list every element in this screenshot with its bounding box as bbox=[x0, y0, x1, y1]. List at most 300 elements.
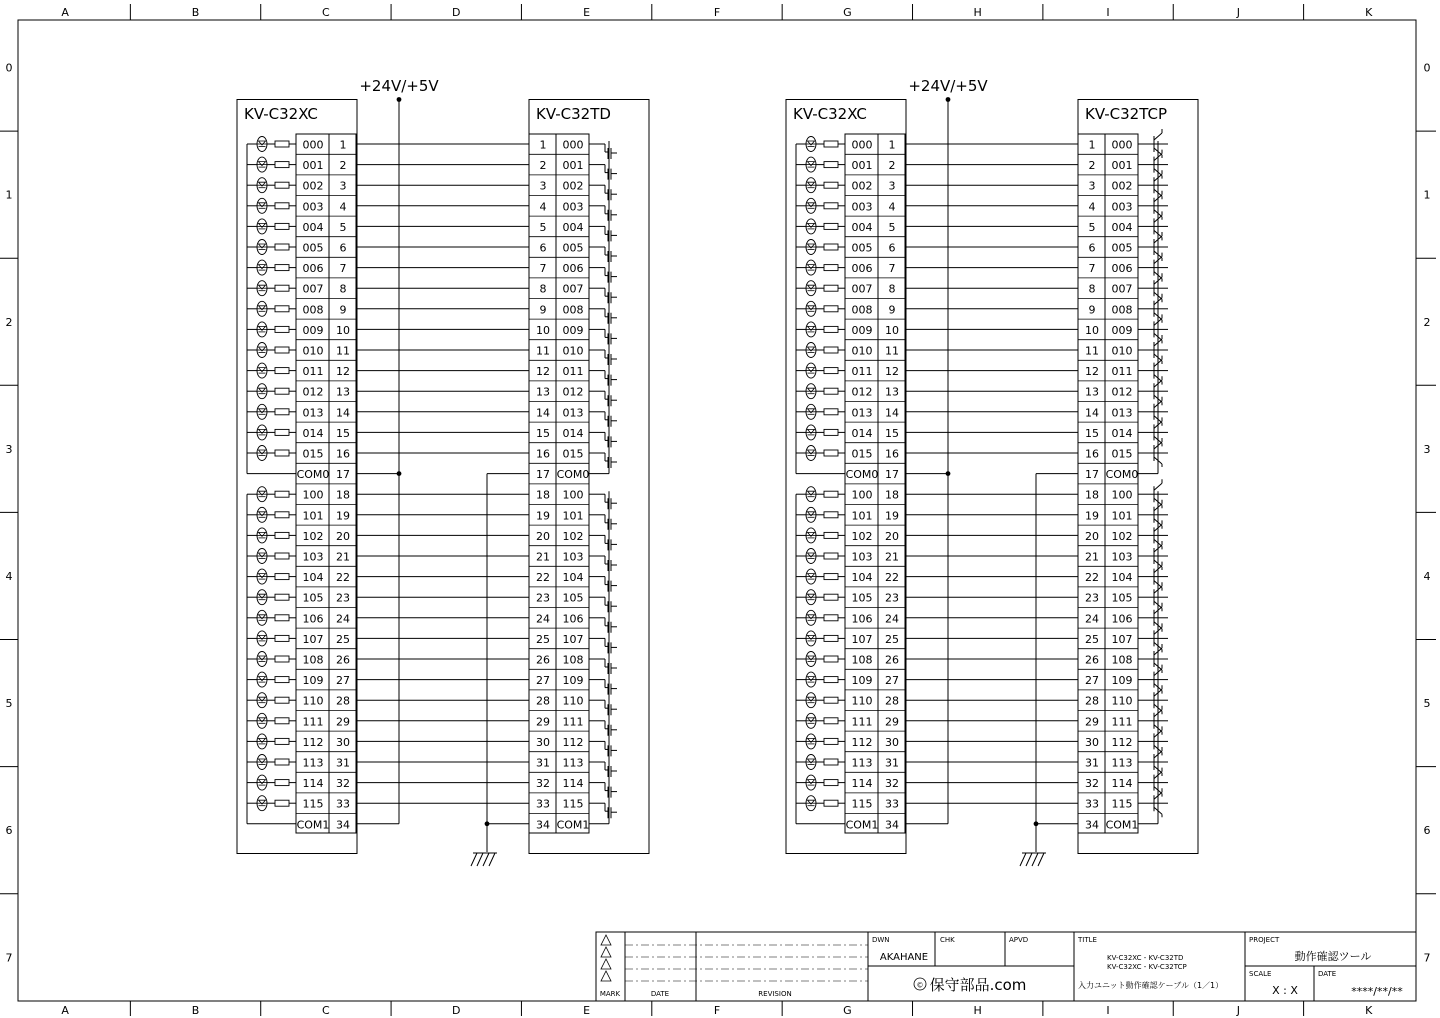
input-pin-number: 25 bbox=[336, 632, 350, 646]
output-terminal-label: 005 bbox=[562, 241, 584, 255]
date-field-label: DATE bbox=[1318, 970, 1337, 978]
led-icon bbox=[806, 240, 816, 255]
led-icon bbox=[806, 446, 816, 461]
input-terminal-label: 010 bbox=[302, 344, 324, 358]
resistor-icon bbox=[275, 223, 289, 229]
output-terminal-label: 001 bbox=[562, 159, 584, 173]
column-marker: F bbox=[713, 1004, 721, 1017]
resistor-icon bbox=[824, 388, 838, 394]
input-terminal-label: 003 bbox=[302, 200, 324, 214]
input-terminal-label: 015 bbox=[851, 447, 873, 461]
led-diode-icon bbox=[259, 553, 266, 557]
resistor-icon bbox=[275, 368, 289, 374]
output-pin-number: 33 bbox=[1085, 797, 1099, 811]
column-marker: B bbox=[191, 6, 200, 19]
led-icon bbox=[806, 569, 816, 584]
transistor-output-icon bbox=[1138, 150, 1168, 179]
output-terminal-label: 012 bbox=[1111, 385, 1133, 399]
led-icon bbox=[257, 487, 267, 502]
mosfet-output-icon bbox=[589, 700, 617, 715]
mosfet-output-icon bbox=[589, 494, 617, 509]
output-terminal-label: 106 bbox=[562, 612, 584, 626]
resistor-icon bbox=[824, 512, 838, 518]
led-icon bbox=[257, 569, 267, 584]
led-icon bbox=[806, 322, 816, 337]
output-terminal-label: 003 bbox=[562, 200, 584, 214]
resistor-icon bbox=[824, 141, 838, 147]
input-pin-number: 11 bbox=[885, 344, 899, 358]
mosfet-output-icon bbox=[589, 803, 617, 818]
revision-label: REVISION bbox=[758, 990, 792, 998]
output-pin-number: 24 bbox=[536, 612, 550, 626]
output-terminal-label: 111 bbox=[562, 715, 584, 729]
transistor-output-icon bbox=[1138, 520, 1168, 549]
revision-triangle-icon bbox=[601, 935, 611, 945]
row-marker: 7 bbox=[1423, 951, 1431, 965]
transistor-output-icon bbox=[1138, 768, 1168, 797]
output-terminal-label: 012 bbox=[562, 385, 584, 399]
output-terminal-label: 103 bbox=[562, 550, 584, 564]
output-terminal-label: 011 bbox=[1111, 365, 1133, 379]
led-icon bbox=[257, 363, 267, 378]
led-icon bbox=[806, 178, 816, 193]
output-terminal-label: 002 bbox=[1111, 179, 1133, 193]
output-terminal-label: 109 bbox=[562, 674, 584, 688]
resistor-icon bbox=[275, 553, 289, 559]
resistor-icon bbox=[275, 635, 289, 641]
row-marker: 1 bbox=[1423, 188, 1431, 202]
project-label: PROJECT bbox=[1249, 936, 1280, 944]
output-terminal-label: 004 bbox=[1111, 220, 1133, 234]
logo-mark: © bbox=[916, 981, 924, 990]
output-pin-number: 23 bbox=[536, 591, 550, 605]
output-pin-number: 18 bbox=[536, 488, 550, 502]
input-pin-number: 27 bbox=[336, 674, 350, 688]
led-diode-icon bbox=[259, 532, 266, 536]
output-terminal-label: 101 bbox=[1111, 509, 1133, 523]
transistor-output-icon bbox=[1138, 562, 1168, 591]
input-pin-number: 17 bbox=[336, 468, 350, 482]
input-terminal-label: 000 bbox=[851, 138, 873, 152]
led-diode-icon bbox=[259, 594, 266, 598]
output-pin-number: 14 bbox=[1085, 406, 1099, 420]
input-terminal-label: 013 bbox=[851, 406, 873, 420]
column-marker: C bbox=[322, 6, 330, 19]
input-terminal-label: 112 bbox=[302, 735, 324, 749]
input-pin-number: 7 bbox=[888, 262, 896, 276]
led-icon bbox=[806, 425, 816, 440]
resistor-icon bbox=[275, 326, 289, 332]
input-terminal-label: 011 bbox=[302, 365, 324, 379]
input-unit-name: KV-C32XC bbox=[244, 105, 318, 123]
input-pin-number: 12 bbox=[885, 365, 899, 379]
input-pin-number: 2 bbox=[339, 159, 347, 173]
output-pin-number: 21 bbox=[536, 550, 550, 564]
input-terminal-label: 102 bbox=[851, 529, 873, 543]
mosfet-output-icon bbox=[589, 741, 617, 756]
drawn-by: AKAHANE bbox=[879, 952, 929, 963]
input-terminal-label: 011 bbox=[851, 365, 873, 379]
input-pin-number: 23 bbox=[336, 591, 350, 605]
resistor-icon bbox=[824, 409, 838, 415]
output-terminal-label: 114 bbox=[1111, 777, 1133, 791]
output-pin-number: 22 bbox=[536, 571, 550, 585]
resistor-icon bbox=[824, 759, 838, 765]
led-icon bbox=[257, 507, 267, 522]
input-terminal-label: 107 bbox=[851, 632, 873, 646]
input-pin-number: 1 bbox=[888, 138, 896, 152]
transistor-output-icon bbox=[1138, 273, 1168, 302]
input-pin-number: 21 bbox=[885, 550, 899, 564]
output-pin-number: 34 bbox=[1085, 818, 1099, 832]
resistor-icon bbox=[824, 677, 838, 683]
row-marker: 3 bbox=[1423, 442, 1431, 456]
resistor-icon bbox=[275, 265, 289, 271]
output-pin-number: 31 bbox=[536, 756, 550, 770]
input-terminal-label: 106 bbox=[302, 612, 324, 626]
output-pin-number: 11 bbox=[1085, 344, 1099, 358]
input-pin-number: 33 bbox=[336, 797, 350, 811]
apvd-label: APVD bbox=[1009, 936, 1029, 944]
input-terminal-label: 115 bbox=[302, 797, 324, 811]
resistor-icon bbox=[824, 244, 838, 250]
resistor-icon bbox=[824, 574, 838, 580]
input-pin-number: 14 bbox=[885, 406, 899, 420]
drawing-frame bbox=[0, 4, 1436, 1017]
input-terminal-label: COM1 bbox=[845, 818, 879, 832]
output-terminal-label: 109 bbox=[1111, 674, 1133, 688]
input-pin-number: 24 bbox=[885, 612, 899, 626]
output-pin-number: 18 bbox=[1085, 488, 1099, 502]
input-terminal-label: 105 bbox=[302, 591, 324, 605]
resistor-icon bbox=[275, 285, 289, 291]
resistor-icon bbox=[824, 491, 838, 497]
row-marker: 4 bbox=[5, 569, 13, 583]
output-terminal-label: 013 bbox=[1111, 406, 1133, 420]
row-marker: 6 bbox=[5, 824, 13, 838]
output-pin-number: 17 bbox=[536, 468, 550, 482]
led-icon bbox=[806, 404, 816, 419]
row-marker: 3 bbox=[5, 442, 13, 456]
output-pin-number: 20 bbox=[1085, 529, 1099, 543]
output-terminal-label: 003 bbox=[1111, 200, 1133, 214]
transistor-output-icon bbox=[1138, 376, 1168, 405]
mosfet-output-icon bbox=[589, 453, 617, 468]
output-terminal-label: 113 bbox=[1111, 756, 1133, 770]
column-marker: E bbox=[583, 1004, 591, 1017]
project-name: 動作確認ツール bbox=[1294, 950, 1372, 963]
output-pin-number: 13 bbox=[536, 385, 550, 399]
led-icon bbox=[257, 590, 267, 605]
column-marker: J bbox=[1236, 6, 1241, 19]
mosfet-output-icon bbox=[589, 412, 617, 427]
input-terminal-label: 110 bbox=[302, 694, 324, 708]
mosfet-output-icon bbox=[589, 226, 617, 241]
mosfet-output-icon bbox=[589, 288, 617, 303]
input-terminal-label: 114 bbox=[302, 777, 324, 791]
logo-text: 保守部品.com bbox=[929, 976, 1027, 994]
led-icon bbox=[257, 322, 267, 337]
row-marker: 4 bbox=[1423, 569, 1431, 583]
output-terminal-label: 101 bbox=[562, 509, 584, 523]
resistor-icon bbox=[824, 594, 838, 600]
input-terminal-label: 101 bbox=[302, 509, 324, 523]
input-terminal-label: 106 bbox=[851, 612, 873, 626]
input-terminal-label: COM0 bbox=[845, 468, 879, 482]
transistor-output-icon bbox=[1138, 500, 1168, 529]
led-icon bbox=[257, 178, 267, 193]
led-diode-icon bbox=[259, 800, 266, 804]
column-marker: C bbox=[322, 1004, 330, 1017]
output-terminal-label: 115 bbox=[562, 797, 584, 811]
input-pin-number: 8 bbox=[339, 282, 347, 296]
resistor-icon bbox=[275, 574, 289, 580]
row-marker: 1 bbox=[5, 188, 13, 202]
led-icon bbox=[257, 343, 267, 358]
transistor-output-icon bbox=[1138, 541, 1168, 570]
mosfet-output-icon bbox=[589, 721, 617, 736]
led-icon bbox=[257, 446, 267, 461]
ground-hatch bbox=[1020, 853, 1026, 866]
output-terminal-label: 002 bbox=[562, 179, 584, 193]
output-terminal-label: COM1 bbox=[1105, 818, 1139, 832]
transistor-output-icon bbox=[1138, 706, 1168, 735]
resistor-icon bbox=[275, 244, 289, 250]
output-terminal-label: 006 bbox=[562, 262, 584, 276]
mosfet-output-icon bbox=[589, 247, 617, 262]
title-block bbox=[596, 932, 1416, 1001]
input-terminal-label: 110 bbox=[851, 694, 873, 708]
input-pin-number: 10 bbox=[336, 323, 350, 337]
column-marker: H bbox=[973, 1004, 982, 1017]
output-pin-number: 11 bbox=[536, 344, 550, 358]
ground-hatch bbox=[477, 853, 483, 866]
led-icon bbox=[806, 137, 816, 152]
output-terminal-label: 100 bbox=[1111, 488, 1133, 502]
row-marker: 7 bbox=[5, 951, 13, 965]
led-diode-icon bbox=[259, 512, 266, 516]
resistor-icon bbox=[275, 532, 289, 538]
input-pin-number: 26 bbox=[885, 653, 899, 667]
resistor-icon bbox=[824, 429, 838, 435]
output-pin-number: 24 bbox=[1085, 612, 1099, 626]
supply-label: +24V/+5V bbox=[908, 77, 988, 95]
transistor-output-icon bbox=[1138, 582, 1168, 611]
column-marker: A bbox=[61, 1004, 69, 1017]
input-pin-number: 34 bbox=[885, 818, 899, 832]
input-pin-number: 32 bbox=[336, 777, 350, 791]
input-pin-number: 19 bbox=[336, 509, 350, 523]
input-pin-number: 16 bbox=[885, 447, 899, 461]
transistor-output-icon bbox=[1138, 356, 1168, 385]
output-pin-number: 7 bbox=[539, 262, 547, 276]
output-pin-number: 1 bbox=[1088, 138, 1096, 152]
input-pin-number: 18 bbox=[885, 488, 899, 502]
transistor-output-icon bbox=[1138, 685, 1168, 714]
led-icon bbox=[257, 198, 267, 213]
output-pin-number: 28 bbox=[1085, 694, 1099, 708]
input-terminal-label: 102 bbox=[302, 529, 324, 543]
output-terminal-label: 104 bbox=[1111, 571, 1133, 585]
row-marker: 5 bbox=[1423, 697, 1431, 711]
led-icon bbox=[806, 157, 816, 172]
column-marker: I bbox=[1106, 1004, 1110, 1017]
input-terminal-label: 113 bbox=[851, 756, 873, 770]
led-diode-icon bbox=[808, 759, 815, 763]
transistor-output-icon bbox=[1138, 129, 1168, 158]
resistor-icon bbox=[824, 738, 838, 744]
output-pin-number: 10 bbox=[1085, 323, 1099, 337]
resistor-icon bbox=[824, 203, 838, 209]
output-pin-number: 25 bbox=[1085, 632, 1099, 646]
led-icon bbox=[257, 693, 267, 708]
row-marker: 5 bbox=[5, 697, 13, 711]
output-pin-number: 27 bbox=[536, 674, 550, 688]
led-icon bbox=[257, 240, 267, 255]
resistor-icon bbox=[824, 635, 838, 641]
output-pin-number: 25 bbox=[536, 632, 550, 646]
output-pin-number: 6 bbox=[1088, 241, 1096, 255]
output-terminal-label: 014 bbox=[1111, 426, 1133, 440]
output-terminal-label: 100 bbox=[562, 488, 584, 502]
input-pin-number: 22 bbox=[336, 571, 350, 585]
input-pin-number: 19 bbox=[885, 509, 899, 523]
resistor-icon bbox=[824, 223, 838, 229]
transistor-output-icon bbox=[1138, 232, 1168, 261]
column-marker: G bbox=[843, 1004, 852, 1017]
output-pin-number: 1 bbox=[539, 138, 547, 152]
resistor-icon bbox=[275, 203, 289, 209]
output-pin-number: 7 bbox=[1088, 262, 1096, 276]
mosfet-output-icon bbox=[589, 638, 617, 653]
led-icon bbox=[806, 260, 816, 275]
resistor-icon bbox=[824, 718, 838, 724]
resistor-icon bbox=[824, 347, 838, 353]
led-diode-icon bbox=[259, 574, 266, 578]
led-diode-icon bbox=[808, 512, 815, 516]
output-pin-number: 4 bbox=[1088, 200, 1096, 214]
input-pin-number: 22 bbox=[885, 571, 899, 585]
output-pin-number: 29 bbox=[536, 715, 550, 729]
mosfet-output-icon bbox=[589, 185, 617, 200]
resistor-icon bbox=[275, 697, 289, 703]
mosfet-output-icon bbox=[589, 165, 617, 180]
output-pin-number: 15 bbox=[1085, 426, 1099, 440]
output-terminal-label: 115 bbox=[1111, 797, 1133, 811]
led-icon bbox=[257, 755, 267, 770]
input-pin-number: 11 bbox=[336, 344, 350, 358]
output-pin-number: 16 bbox=[536, 447, 550, 461]
mosfet-output-icon bbox=[589, 432, 617, 447]
mosfet-output-icon bbox=[589, 391, 617, 406]
input-terminal-label: 009 bbox=[851, 323, 873, 337]
resistor-icon bbox=[275, 594, 289, 600]
resistor-icon bbox=[275, 409, 289, 415]
led-icon bbox=[257, 404, 267, 419]
resistor-icon bbox=[824, 615, 838, 621]
led-diode-icon bbox=[259, 635, 266, 639]
led-diode-icon bbox=[808, 532, 815, 536]
input-terminal-label: 004 bbox=[851, 220, 873, 234]
ground-icon bbox=[1020, 853, 1046, 866]
input-terminal-label: 109 bbox=[302, 674, 324, 688]
output-pin-number: 8 bbox=[539, 282, 547, 296]
input-pin-number: 16 bbox=[336, 447, 350, 461]
resistor-icon bbox=[275, 800, 289, 806]
output-pin-number: 5 bbox=[539, 220, 547, 234]
output-pin-number: 19 bbox=[536, 509, 550, 523]
input-pin-number: 29 bbox=[885, 715, 899, 729]
transistor-output-icon bbox=[1138, 665, 1168, 694]
input-terminal-label: 103 bbox=[302, 550, 324, 564]
led-icon bbox=[806, 549, 816, 564]
output-terminal-label: 015 bbox=[562, 447, 584, 461]
output-terminal-label: 004 bbox=[562, 220, 584, 234]
mosfet-output-icon bbox=[589, 680, 617, 695]
transistor-output-icon bbox=[1138, 726, 1168, 755]
ground-hatch bbox=[483, 853, 489, 866]
input-unit-name: KV-C32XC bbox=[793, 105, 867, 123]
output-pin-number: 17 bbox=[1085, 468, 1099, 482]
input-terminal-label: 009 bbox=[302, 323, 324, 337]
output-unit-name: KV-C32TCP bbox=[1085, 105, 1167, 123]
resistor-icon bbox=[275, 780, 289, 786]
mosfet-output-icon bbox=[589, 618, 617, 633]
output-pin-number: 22 bbox=[1085, 571, 1099, 585]
input-pin-number: 10 bbox=[885, 323, 899, 337]
row-marker: 0 bbox=[1423, 61, 1431, 75]
output-terminal-label: 113 bbox=[562, 756, 584, 770]
led-icon bbox=[257, 775, 267, 790]
output-pin-number: 19 bbox=[1085, 509, 1099, 523]
column-marker: F bbox=[713, 6, 721, 19]
ground-hatch bbox=[471, 853, 477, 866]
input-pin-number: 29 bbox=[336, 715, 350, 729]
led-icon bbox=[257, 549, 267, 564]
chk-label: CHK bbox=[940, 936, 955, 944]
output-pin-number: 29 bbox=[1085, 715, 1099, 729]
input-terminal-label: 012 bbox=[851, 385, 873, 399]
transistor-output-icon bbox=[1138, 397, 1168, 426]
output-terminal-label: 007 bbox=[562, 282, 584, 296]
mosfet-output-icon bbox=[589, 350, 617, 365]
title-line-2: KV-C32XC - KV-C32TCP bbox=[1107, 963, 1187, 971]
input-pin-number: 13 bbox=[885, 385, 899, 399]
input-terminal-label: 111 bbox=[851, 715, 873, 729]
resistor-icon bbox=[275, 450, 289, 456]
input-pin-number: 5 bbox=[888, 220, 896, 234]
input-terminal-label: 000 bbox=[302, 138, 324, 152]
output-terminal-label: 001 bbox=[1111, 159, 1133, 173]
input-terminal-label: 006 bbox=[851, 262, 873, 276]
mosfet-output-icon bbox=[589, 762, 617, 777]
transistor-output-icon bbox=[1138, 211, 1168, 240]
resistor-icon bbox=[824, 800, 838, 806]
output-pin-number: 32 bbox=[1085, 777, 1099, 791]
output-pin-number: 12 bbox=[1085, 365, 1099, 379]
input-pin-number: 3 bbox=[888, 179, 896, 193]
led-icon bbox=[806, 672, 816, 687]
led-diode-icon bbox=[259, 718, 266, 722]
output-pin-number: 13 bbox=[1085, 385, 1099, 399]
output-terminal-label: 105 bbox=[562, 591, 584, 605]
transistor-output-icon bbox=[1138, 417, 1168, 446]
output-terminal-label: 102 bbox=[562, 529, 584, 543]
output-pin-number: 3 bbox=[539, 179, 547, 193]
led-icon bbox=[257, 157, 267, 172]
led-icon bbox=[806, 198, 816, 213]
output-terminal-label: 000 bbox=[562, 138, 584, 152]
